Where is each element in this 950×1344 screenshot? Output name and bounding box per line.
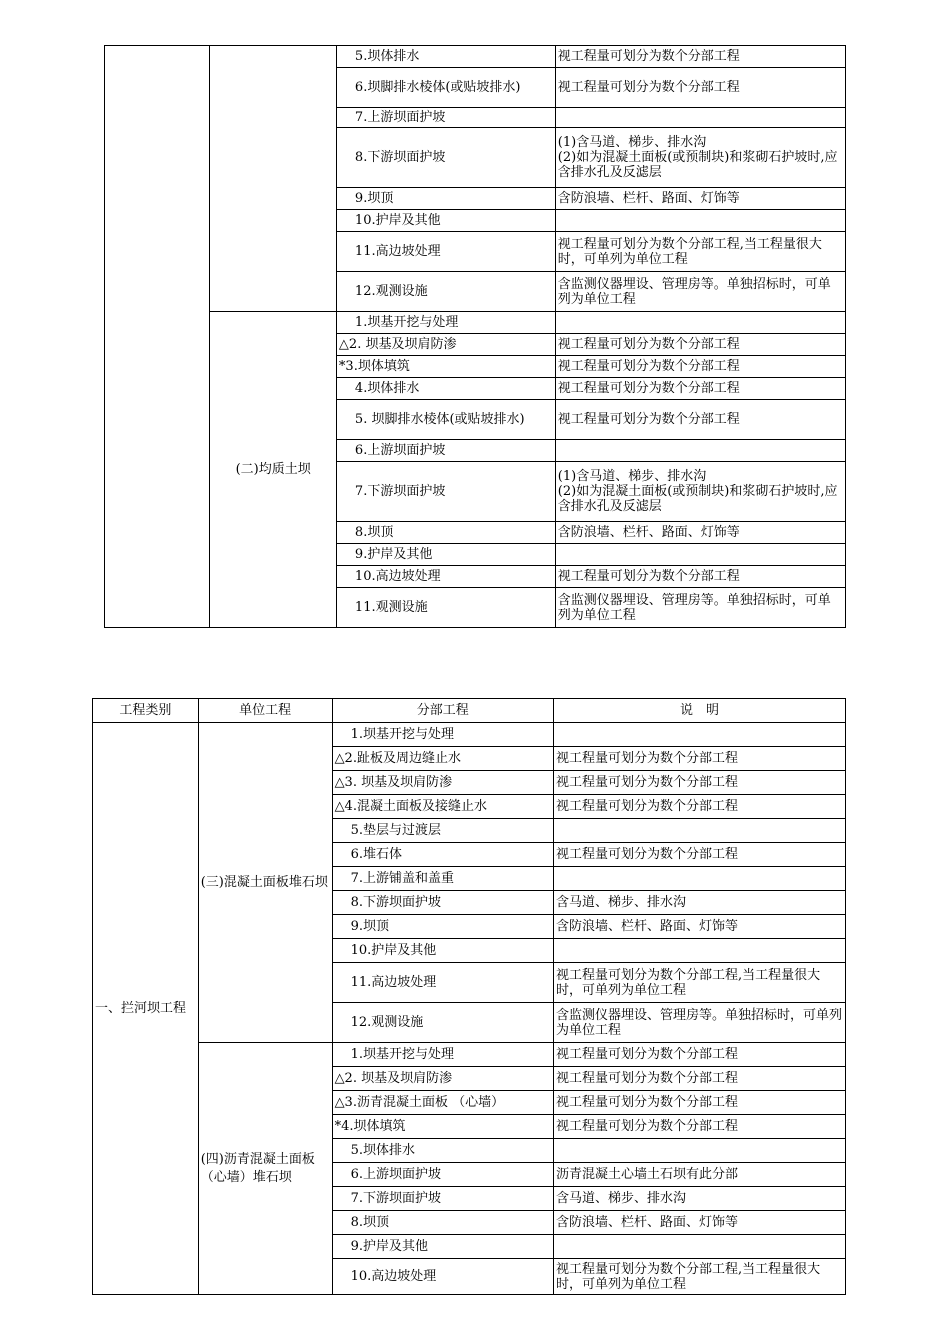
description-cell	[555, 544, 845, 566]
table-row	[105, 312, 846, 334]
header-row	[93, 699, 846, 723]
part-project-cell: 9.护岸及其他	[336, 544, 555, 566]
header-unit: 单位工程	[198, 699, 332, 723]
part-project-cell: 10.护岸及其他	[336, 210, 555, 232]
part-project-cell: △4.混凝土面板及接缝止水	[332, 795, 553, 819]
description-cell	[554, 939, 846, 963]
description-cell: 含防浪墙、栏杆、路面、灯饰等	[555, 188, 845, 210]
description-cell: 含马道、梯步、排水沟	[554, 1187, 846, 1211]
part-project-cell: 5.坝体排水	[332, 1139, 553, 1163]
description-cell: 含监测仪器埋设、管理房等。单独招标时，可单列为单位工程	[554, 1003, 846, 1043]
part-project-cell: 10.护岸及其他	[332, 939, 553, 963]
part-project-cell: 8.坝顶	[336, 522, 555, 544]
part-project-cell: 12.观测设施	[332, 1003, 553, 1043]
description-cell: 视工程量可划分为数个分部工程	[555, 400, 845, 440]
part-project-cell: *3.坝体填筑	[336, 356, 555, 378]
description-cell	[555, 210, 845, 232]
part-project-cell: 6.上游坝面护坡	[336, 440, 555, 462]
part-project-cell: 1.坝基开挖与处理	[336, 312, 555, 334]
part-project-cell: △3. 坝基及坝肩防渗	[332, 771, 553, 795]
part-project-cell: 10.高边坡处理	[336, 566, 555, 588]
part-project-cell: 10.高边坡处理	[332, 1259, 553, 1295]
unit-project-cell	[210, 46, 337, 312]
unit-project-cell: (三)混凝土面板堆石坝	[198, 723, 332, 1043]
part-project-cell: △2. 坝基及坝肩防渗	[332, 1067, 553, 1091]
part-project-cell: △3.沥青混凝土面板 （心墙）	[332, 1091, 553, 1115]
description-cell: 视工程量可划分为数个分部工程	[554, 1067, 846, 1091]
description-cell: 视工程量可划分为数个分部工程,当工程量很大时，可单列为单位工程	[554, 1259, 846, 1295]
description-cell: 含防浪墙、栏杆、路面、灯饰等	[554, 915, 846, 939]
header-desc: 说 明	[554, 699, 846, 723]
description-cell: 视工程量可划分为数个分部工程	[554, 1091, 846, 1115]
part-project-cell: △2. 坝基及坝肩防渗	[336, 334, 555, 356]
part-project-cell: △2.趾板及周边缝止水	[332, 747, 553, 771]
description-cell	[555, 312, 845, 334]
part-project-cell: 9.坝顶	[336, 188, 555, 210]
part-project-cell: 7.下游坝面护坡	[332, 1187, 553, 1211]
description-cell: 视工程量可划分为数个分部工程	[555, 334, 845, 356]
part-project-cell: 5.坝体排水	[336, 46, 555, 68]
table-row	[105, 46, 846, 68]
part-project-cell: 11.高边坡处理	[332, 963, 553, 1003]
description-cell: 含监测仪器埋设、管理房等。单独招标时，可单列为单位工程	[555, 588, 845, 628]
description-cell: 含监测仪器埋设、管理房等。单独招标时，可单列为单位工程	[555, 272, 845, 312]
part-project-cell: 1.坝基开挖与处理	[332, 1043, 553, 1067]
classification-table	[92, 698, 846, 1295]
part-project-cell: 8.下游坝面护坡	[332, 891, 553, 915]
description-cell: 视工程量可划分为数个分部工程	[555, 46, 845, 68]
description-cell: 含防浪墙、栏杆、路面、灯饰等	[554, 1211, 846, 1235]
description-cell	[555, 440, 845, 462]
part-project-cell: 8.坝顶	[332, 1211, 553, 1235]
table-row	[93, 723, 846, 747]
part-project-cell: 11.高边坡处理	[336, 232, 555, 272]
part-project-cell: 1.坝基开挖与处理	[332, 723, 553, 747]
description-cell	[554, 819, 846, 843]
part-project-cell: *4.坝体填筑	[332, 1115, 553, 1139]
description-cell: 视工程量可划分为数个分部工程	[554, 843, 846, 867]
description-cell: 含防浪墙、栏杆、路面、灯饰等	[555, 522, 845, 544]
table-body	[105, 46, 846, 628]
category-cell: 一、拦河坝工程	[93, 723, 199, 1295]
description-cell: 视工程量可划分为数个分部工程	[554, 1115, 846, 1139]
part-project-cell: 7.上游铺盖和盖重	[332, 867, 553, 891]
description-cell: 视工程量可划分为数个分部工程	[555, 378, 845, 400]
part-project-cell: 6.坝脚排水棱体(或贴坡排水)	[336, 68, 555, 108]
header-part: 分部工程	[332, 699, 553, 723]
part-project-cell: 5. 坝脚排水棱体(或贴坡排水)	[336, 400, 555, 440]
description-cell: (1)含马道、梯步、排水沟 (2)如为混凝土面板(或预制块)和浆砌石护坡时,应含排水孔及反滤层	[555, 462, 845, 522]
part-project-cell: 8.下游坝面护坡	[336, 128, 555, 188]
description-cell	[554, 723, 846, 747]
table-row	[93, 1043, 846, 1067]
description-cell: 视工程量可划分为数个分部工程	[555, 68, 845, 108]
part-project-cell: 9.坝顶	[332, 915, 553, 939]
description-cell	[555, 108, 845, 128]
description-cell: 沥青混凝土心墙土石坝有此分部	[554, 1163, 846, 1187]
header-category: 工程类别	[93, 699, 199, 723]
description-cell: 视工程量可划分为数个分部工程	[554, 795, 846, 819]
part-project-cell: 12.观测设施	[336, 272, 555, 312]
description-cell: 含马道、梯步、排水沟	[554, 891, 846, 915]
part-project-cell: 11.观测设施	[336, 588, 555, 628]
description-cell: 视工程量可划分为数个分部工程	[555, 356, 845, 378]
description-cell	[554, 1235, 846, 1259]
unit-project-cell: (四)沥青混凝土面板（心墙）堆石坝	[198, 1043, 332, 1295]
table-body	[93, 723, 846, 1295]
description-cell: 视工程量可划分为数个分部工程,当工程量很大时，可单列为单位工程	[554, 963, 846, 1003]
description-cell	[554, 867, 846, 891]
classification-table-continued	[104, 45, 846, 628]
unit-project-cell: (二)均质土坝	[210, 312, 337, 628]
part-project-cell: 7.上游坝面护坡	[336, 108, 555, 128]
description-cell: 视工程量可划分为数个分部工程	[554, 771, 846, 795]
description-cell	[554, 1139, 846, 1163]
part-project-cell: 9.护岸及其他	[332, 1235, 553, 1259]
description-cell: (1)含马道、梯步、排水沟 (2)如为混凝土面板(或预制块)和浆砌石护坡时,应含排水孔及反滤层	[555, 128, 845, 188]
description-cell: 视工程量可划分为数个分部工程	[554, 747, 846, 771]
part-project-cell: 7.下游坝面护坡	[336, 462, 555, 522]
part-project-cell: 5.垫层与过渡层	[332, 819, 553, 843]
description-cell: 视工程量可划分为数个分部工程,当工程量很大时，可单列为单位工程	[555, 232, 845, 272]
part-project-cell: 6.上游坝面护坡	[332, 1163, 553, 1187]
category-cell	[105, 46, 210, 628]
part-project-cell: 6.堆石体	[332, 843, 553, 867]
part-project-cell: 4.坝体排水	[336, 378, 555, 400]
description-cell: 视工程量可划分为数个分部工程	[554, 1043, 846, 1067]
description-cell: 视工程量可划分为数个分部工程	[555, 566, 845, 588]
